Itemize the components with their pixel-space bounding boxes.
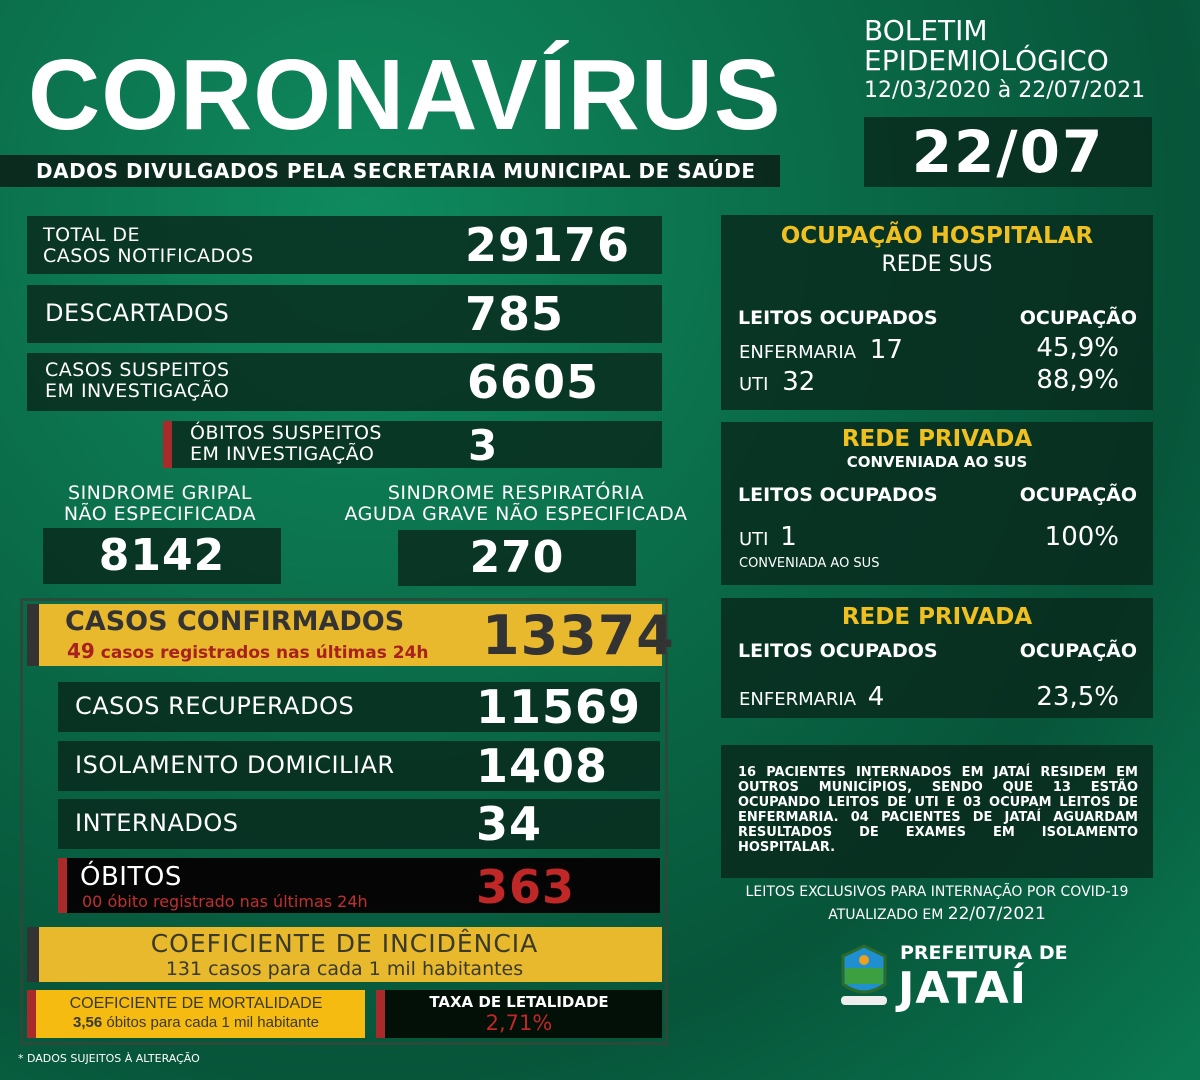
sus-col2: OCUPAÇÃO bbox=[1019, 307, 1137, 329]
mortality-text: 3,56 óbitos para cada 1 mil habitante bbox=[72, 1014, 319, 1031]
hospitalized-box bbox=[58, 799, 660, 849]
sus-title: OCUPAÇÃO HOSPITALAR bbox=[780, 223, 1094, 249]
private1-col2: OCUPAÇÃO bbox=[1019, 484, 1137, 506]
private1-subtitle: CONVENIADA AO SUS bbox=[846, 453, 1028, 471]
sus-ward: ENFERMARIA 17 bbox=[739, 335, 903, 365]
confirmed-value: 13374 bbox=[482, 604, 675, 667]
deaths-box bbox=[58, 858, 660, 913]
incidence-title: COEFICIENTE DE INCIDÊNCIA bbox=[150, 929, 539, 958]
death-suspect-value: 3 bbox=[468, 421, 499, 470]
hospitalized-label: INTERNADOS bbox=[75, 809, 239, 837]
deaths-label: ÓBITOS bbox=[80, 862, 182, 892]
lethality-value: 2,71% bbox=[485, 1011, 553, 1035]
private1-title: REDE PRIVADA bbox=[841, 426, 1033, 452]
suspect-box bbox=[27, 353, 662, 411]
confirmed-box bbox=[27, 604, 675, 667]
isolation-label: ISOLAMENTO DOMICILIAR bbox=[75, 751, 395, 779]
private2-ward: ENFERMARIA 4 bbox=[739, 682, 885, 712]
mortality-box bbox=[27, 990, 365, 1038]
suspect-label: CASOS SUSPEITOS EM INVESTIGAÇÃO bbox=[45, 359, 230, 402]
date-box bbox=[864, 117, 1152, 187]
incidence-text: 131 casos para cada 1 mil habitantes bbox=[165, 958, 524, 980]
suspect-value: 6605 bbox=[467, 355, 600, 409]
notified-label: TOTAL DE CASOS NOTIFICADOS bbox=[43, 224, 254, 267]
sus-subtitle: REDE SUS bbox=[881, 252, 993, 277]
srag-box bbox=[398, 530, 636, 586]
lethality-title: TAXA DE LETALIDADE bbox=[429, 993, 609, 1011]
private2-ward-pct: 23,5% bbox=[1036, 682, 1119, 712]
discarded-label: DESCARTADOS bbox=[45, 299, 230, 327]
note-text: 16 PACIENTES INTERNADOS EM JATAÍ RESIDEM EM OUTROS MUNICÍPIOS, SENDO QUE 13 ESTÃO OCUPANDO LEITOS DE UTI E 03 OCUPAM LEITOS DE ENFERMARIA. 04 PACIENTES DE JATAÍ AGUARDAM RESULTADOS DE EXAMES EM ISOLAMENTO HOSPITALAR. bbox=[738, 765, 1138, 855]
note-box bbox=[721, 745, 1153, 878]
sus-col1: LEITOS OCUPADOS bbox=[738, 307, 938, 329]
confirmed-new: 49 casos registrados nas últimas 24h bbox=[67, 639, 429, 663]
notified-value: 29176 bbox=[465, 218, 631, 272]
recovered-value: 11569 bbox=[476, 680, 642, 734]
private1-icu-note: CONVENIADA AO SUS bbox=[739, 556, 880, 571]
sus-icu-pct: 88,9% bbox=[1036, 365, 1119, 395]
private1-col1: LEITOS OCUPADOS bbox=[738, 484, 938, 506]
notified-box bbox=[27, 216, 662, 274]
srag-label: SINDROME RESPIRATÓRIA AGUDA GRAVE NÃO ESPECIFICADA bbox=[344, 482, 688, 525]
private2-col1: LEITOS OCUPADOS bbox=[738, 640, 938, 662]
incidence-box bbox=[27, 927, 662, 982]
private1-box bbox=[721, 422, 1153, 585]
isolation-value: 1408 bbox=[476, 739, 609, 793]
recovered-label: CASOS RECUPERADOS bbox=[75, 692, 355, 720]
isolation-box bbox=[58, 741, 660, 791]
exclusive-note: LEITOS EXCLUSIVOS PARA INTERNAÇÃO POR COVID-19 ATUALIZADO EM 22/07/2021 bbox=[745, 884, 1129, 924]
srag-value: 270 bbox=[469, 532, 565, 583]
prefeitura-logo bbox=[835, 936, 1068, 1016]
recovered-box bbox=[58, 682, 660, 732]
private1-icu: UTI 1 bbox=[739, 522, 797, 552]
logo-line1: PREFEITURA DE bbox=[900, 942, 1068, 964]
lethality-box bbox=[376, 990, 662, 1038]
private2-title: REDE PRIVADA bbox=[841, 604, 1033, 630]
city-seal-icon bbox=[835, 938, 893, 1012]
bulletin-line1: BOLETIM bbox=[864, 14, 988, 47]
bulletin-title bbox=[864, 16, 1145, 106]
accent-bar bbox=[163, 421, 172, 468]
sus-box bbox=[721, 215, 1153, 410]
main-title: CORONAVÍRUS bbox=[28, 39, 782, 151]
subtitle-bar bbox=[0, 155, 780, 187]
sg-box bbox=[43, 528, 281, 584]
mortality-title: COEFICIENTE DE MORTALIDADE bbox=[69, 995, 323, 1012]
bulletin-line2: EPIDEMIOLÓGICO bbox=[864, 44, 1109, 77]
confirmed-label: CASOS CONFIRMADOS bbox=[65, 606, 405, 637]
discarded-box bbox=[27, 285, 662, 343]
deaths-sub: 00 óbito registrado nas últimas 24h bbox=[82, 892, 368, 911]
logo-line2: JATAÍ bbox=[898, 963, 1028, 1014]
deaths-value: 363 bbox=[476, 860, 576, 914]
sg-label: SINDROME GRIPAL NÃO ESPECIFICADA bbox=[63, 482, 257, 525]
death-suspect-label: ÓBITOS SUSPEITOS EM INVESTIGAÇÃO bbox=[190, 422, 382, 465]
sus-ward-pct: 45,9% bbox=[1036, 333, 1119, 363]
sg-value: 8142 bbox=[98, 530, 226, 581]
footnote: * DADOS SUJEITOS À ALTERAÇÃO bbox=[18, 1052, 200, 1065]
date: 22/07 bbox=[911, 118, 1105, 186]
subtitle: DADOS DIVULGADOS PELA SECRETARIA MUNICIPAL DE SAÚDE bbox=[36, 159, 756, 183]
private2-col2: OCUPAÇÃO bbox=[1019, 640, 1137, 662]
private1-icu-pct: 100% bbox=[1044, 522, 1119, 552]
sus-icu: UTI 32 bbox=[739, 367, 816, 397]
death-suspect-box bbox=[163, 421, 662, 468]
bulletin-period: 12/03/2020 à 22/07/2021 bbox=[864, 78, 1146, 103]
hospitalized-value: 34 bbox=[476, 797, 543, 851]
discarded-value: 785 bbox=[465, 287, 565, 341]
private2-box bbox=[721, 598, 1153, 718]
